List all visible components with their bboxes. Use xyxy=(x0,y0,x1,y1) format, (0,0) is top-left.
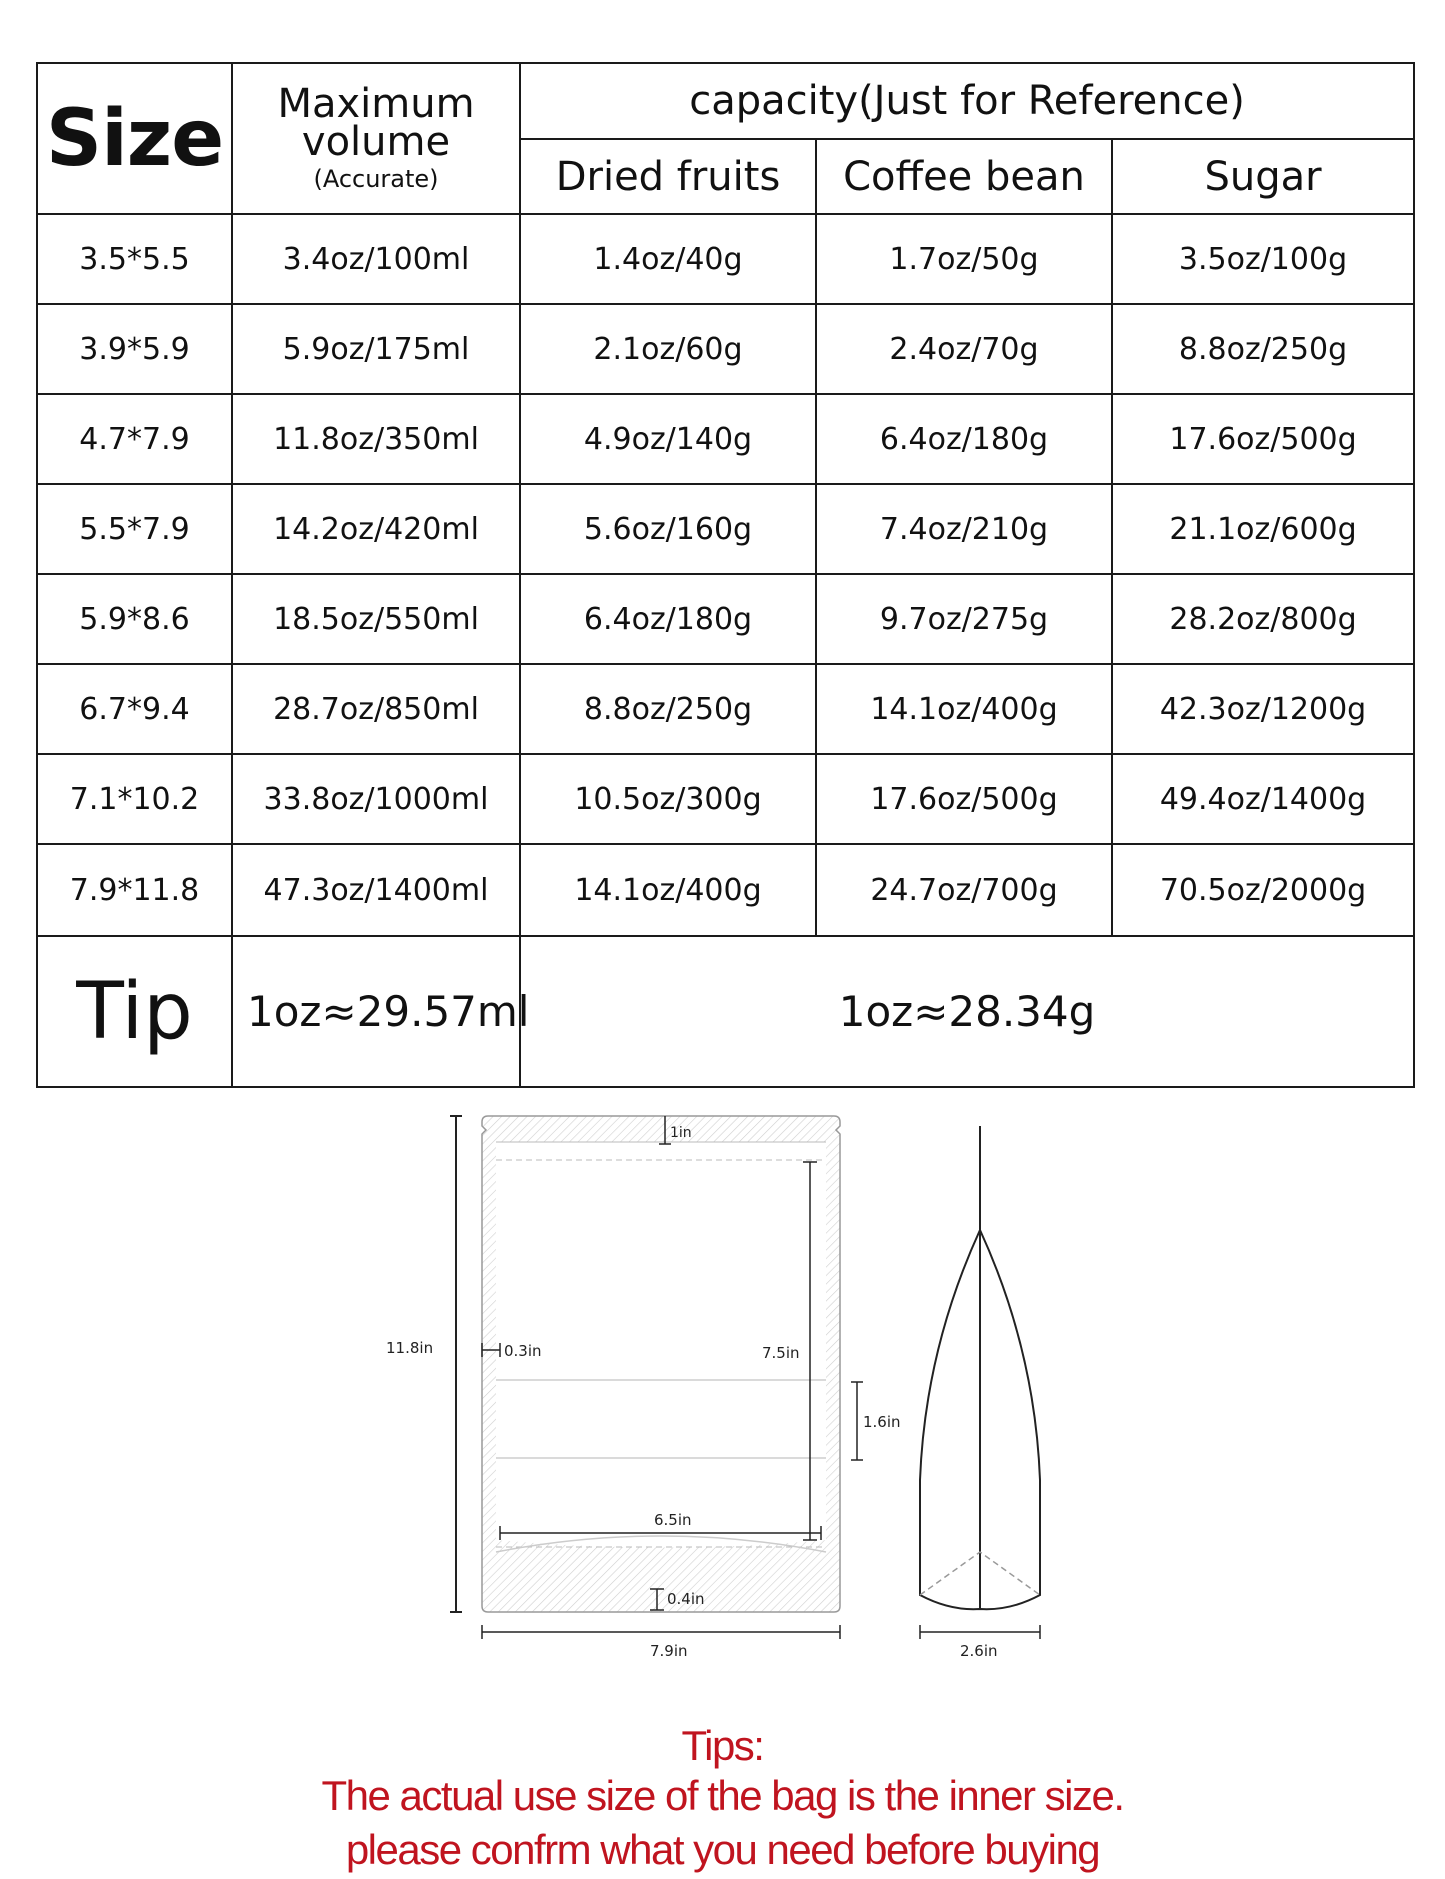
label-inner-width: 6.5in xyxy=(654,1511,692,1529)
cell-size: 5.5*7.9 xyxy=(37,484,232,574)
header-coffee-bean: Coffee bean xyxy=(816,139,1112,214)
cell-fruits: 1.4oz/40g xyxy=(520,214,816,304)
cell-fruits: 5.6oz/160g xyxy=(520,484,816,574)
tips-line-2: please confrm what you need before buying xyxy=(345,1826,1100,1873)
size-chart-table xyxy=(36,62,1415,1088)
label-bottom: 0.4in xyxy=(667,1590,705,1608)
cell-coffee: 7.4oz/210g xyxy=(816,484,1112,574)
header-sugar: Sugar xyxy=(1112,139,1414,214)
cell-sugar: 21.1oz/600g xyxy=(1112,484,1414,574)
cell-sugar: 42.3oz/1200g xyxy=(1112,664,1414,754)
label-width-total: 7.9in xyxy=(650,1642,688,1660)
tips-title: Tips: xyxy=(681,1722,764,1769)
header-volume-main: Maximum volume xyxy=(277,80,475,165)
cell-coffee: 14.1oz/400g xyxy=(816,664,1112,754)
cell-volume: 18.5oz/550ml xyxy=(232,574,520,664)
cell-sugar: 70.5oz/2000g xyxy=(1112,844,1414,936)
cell-coffee: 24.7oz/700g xyxy=(816,844,1112,936)
cell-sugar: 49.4oz/1400g xyxy=(1112,754,1414,844)
label-seal-margin: 0.3in xyxy=(504,1342,542,1360)
cell-size: 7.1*10.2 xyxy=(37,754,232,844)
cell-volume: 47.3oz/1400ml xyxy=(232,844,520,936)
table-row xyxy=(37,664,1414,754)
label-top-zip: 1in xyxy=(670,1125,692,1141)
table-row xyxy=(37,304,1414,394)
tips-line-1: The actual use size of the bag is the inner size. xyxy=(321,1772,1124,1819)
cell-fruits: 10.5oz/300g xyxy=(520,754,816,844)
table-row xyxy=(37,214,1414,304)
tip-row xyxy=(37,936,1414,1087)
cell-sugar: 17.6oz/500g xyxy=(1112,394,1414,484)
cell-fruits: 8.8oz/250g xyxy=(520,664,816,754)
cell-size: 3.5*5.5 xyxy=(37,214,232,304)
header-capacity: capacity(Just for Reference) xyxy=(520,63,1414,139)
bag-side-view xyxy=(920,1126,1040,1609)
cell-size: 7.9*11.8 xyxy=(37,844,232,936)
cell-sugar: 28.2oz/800g xyxy=(1112,574,1414,664)
label-inner-height: 7.5in xyxy=(762,1344,800,1362)
cell-volume: 28.7oz/850ml xyxy=(232,664,520,754)
tip-volume-conversion: 1oz≈29.57ml xyxy=(232,936,520,1087)
table-row xyxy=(37,394,1414,484)
table-row xyxy=(37,574,1414,664)
cell-coffee: 1.7oz/50g xyxy=(816,214,1112,304)
table-row xyxy=(37,844,1414,936)
cell-size: 4.7*7.9 xyxy=(37,394,232,484)
tip-weight-conversion: 1oz≈28.34g xyxy=(520,936,1414,1087)
cell-coffee: 6.4oz/180g xyxy=(816,394,1112,484)
label-gusset: 1.6in xyxy=(863,1413,901,1431)
cell-volume: 5.9oz/175ml xyxy=(232,304,520,394)
bag-dimension-diagram xyxy=(0,1100,1445,1700)
cell-size: 5.9*8.6 xyxy=(37,574,232,664)
header-volume xyxy=(232,63,520,214)
cell-fruits: 14.1oz/400g xyxy=(520,844,816,936)
label-height-total: 11.8in xyxy=(386,1339,434,1357)
cell-fruits: 4.9oz/140g xyxy=(520,394,816,484)
cell-volume: 14.2oz/420ml xyxy=(232,484,520,574)
cell-sugar: 8.8oz/250g xyxy=(1112,304,1414,394)
header-dried-fruits: Dried fruits xyxy=(520,139,816,214)
cell-coffee: 2.4oz/70g xyxy=(816,304,1112,394)
header-volume-sub: (Accurate) xyxy=(313,164,439,193)
cell-volume: 33.8oz/1000ml xyxy=(232,754,520,844)
bag-front-view xyxy=(482,1116,840,1612)
cell-size: 6.7*9.4 xyxy=(37,664,232,754)
header-size: Size xyxy=(37,63,232,214)
cell-fruits: 6.4oz/180g xyxy=(520,574,816,664)
cell-fruits: 2.1oz/60g xyxy=(520,304,816,394)
cell-coffee: 9.7oz/275g xyxy=(816,574,1112,664)
cell-volume: 11.8oz/350ml xyxy=(232,394,520,484)
label-depth: 2.6in xyxy=(960,1642,998,1660)
table-row xyxy=(37,754,1414,844)
cell-coffee: 17.6oz/500g xyxy=(816,754,1112,844)
cell-size: 3.9*5.9 xyxy=(37,304,232,394)
tip-label: Tip xyxy=(37,936,232,1087)
height-dimension xyxy=(450,1116,462,1612)
cell-volume: 3.4oz/100ml xyxy=(232,214,520,304)
table-row xyxy=(37,484,1414,574)
cell-sugar: 3.5oz/100g xyxy=(1112,214,1414,304)
